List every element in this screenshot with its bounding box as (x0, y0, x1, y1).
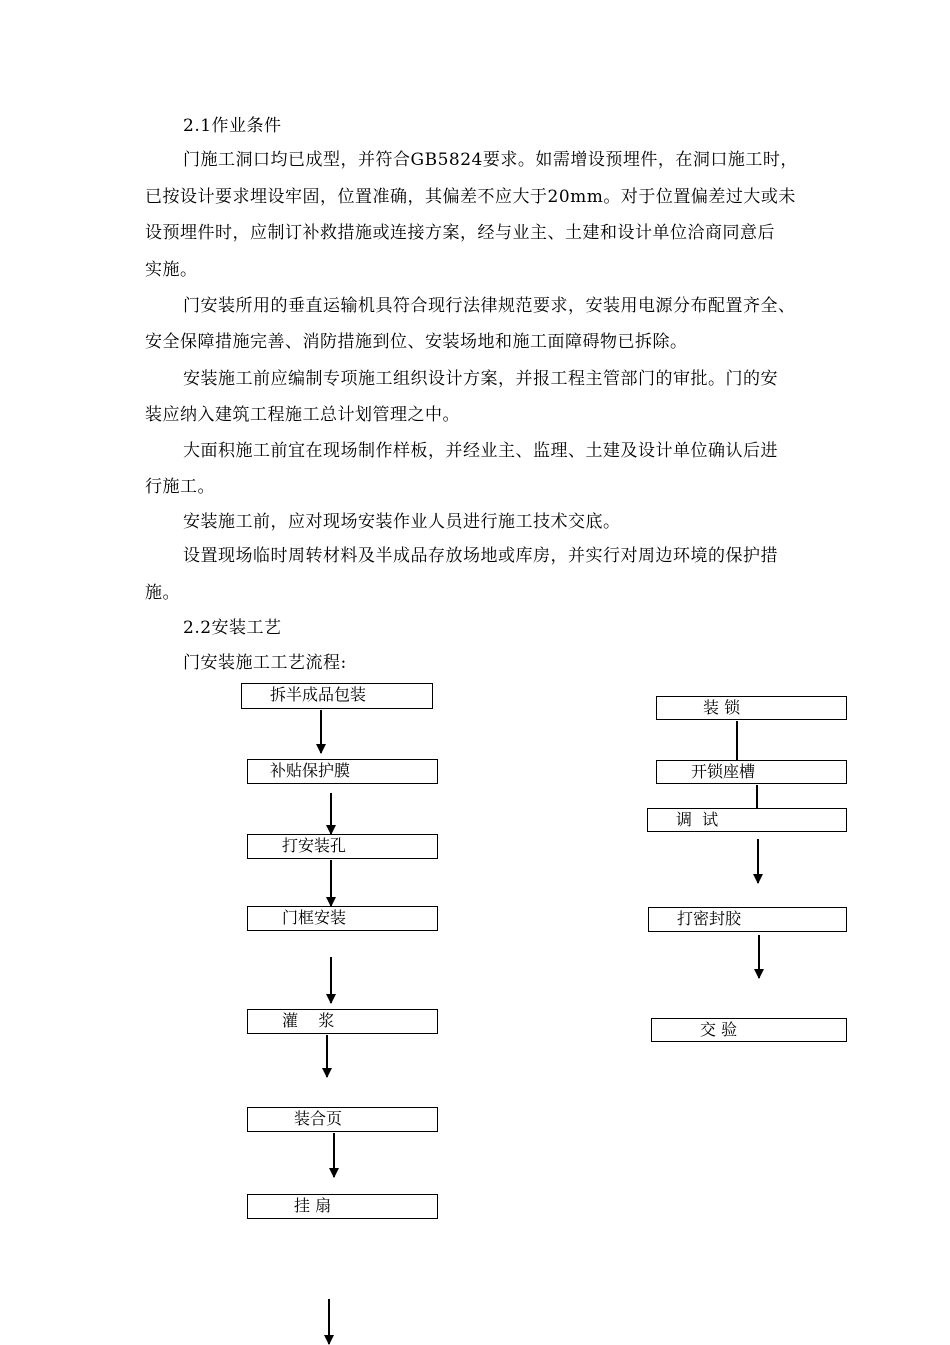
paragraph-line: 已按设计要求埋设牢固，位置准确，其偏差不应大于20mm。对于位置偏差过大或未 (145, 187, 796, 207)
flow-arrow (328, 1299, 330, 1344)
flow-arrow (330, 957, 332, 1003)
paragraph-line: 门安装所用的垂直运输机具符合现行法律规范要求，安装用电源分布配置齐全、 (183, 296, 796, 316)
paragraph-line: 施。 (145, 583, 180, 603)
section-heading-2-1: 2.1作业条件 (183, 116, 282, 136)
flow-arrow (330, 793, 332, 834)
flow-step-acceptance: 交 验 (651, 1018, 847, 1042)
paragraph-line: 安全保障措施完善、消防措施到位、安装场地和施工面障碍物已拆除。 (145, 332, 688, 352)
paragraph-line: 实施。 (145, 260, 198, 280)
paragraph-line: 行施工。 (145, 477, 215, 497)
flow-step-debug: 调 试 (647, 808, 847, 832)
flow-step-unpack: 拆半成品包装 (241, 683, 433, 709)
flow-step-grouting: 灌 浆 (247, 1009, 438, 1034)
flow-step-hinge: 装合页 (247, 1107, 438, 1132)
paragraph-line: 大面积施工前宜在现场制作样板，并经业主、监理、土建及设计单位确认后进 (183, 441, 778, 461)
flow-step-install-lock: 装 锁 (656, 696, 847, 720)
flow-arrow (758, 935, 760, 978)
flow-arrow (326, 1035, 328, 1077)
paragraph-line: 装应纳入建筑工程施工总计划管理之中。 (145, 405, 460, 425)
paragraph-line: 设置现场临时周转材料及半成品存放场地或库房，并实行对周边环境的保护措 (183, 546, 778, 566)
flow-step-hang-leaf: 挂 扇 (247, 1194, 438, 1219)
flow-step-drill-holes: 打安装孔 (247, 834, 438, 859)
flow-step-sealant: 打密封胶 (648, 907, 847, 932)
paragraph-line: 安装施工前应编制专项施工组织设计方案，并报工程主管部门的审批。门的安 (183, 369, 778, 389)
paragraph-line: 门施工洞口均已成型，并符合GB5824要求。如需增设预埋件，在洞口施工时， (183, 150, 798, 170)
flow-intro: 门安装施工工艺流程: (183, 653, 347, 673)
flow-step-protective-film: 补贴保护膜 (247, 759, 438, 784)
flow-arrow (330, 860, 332, 906)
flow-step-lock-slot: 开锁座槽 (656, 760, 847, 784)
flow-step-frame-install: 门框安装 (247, 906, 438, 931)
flow-arrow (757, 839, 759, 883)
flow-arrow (333, 1133, 335, 1177)
section-heading-2-2: 2.2安装工艺 (183, 618, 282, 638)
flow-arrow (320, 710, 322, 753)
paragraph-line: 设预埋件时，应制订补救措施或连接方案，经与业主、土建和设计单位洽商同意后 (145, 223, 775, 243)
paragraph-line: 安装施工前，应对现场安装作业人员进行施工技术交底。 (183, 512, 621, 532)
